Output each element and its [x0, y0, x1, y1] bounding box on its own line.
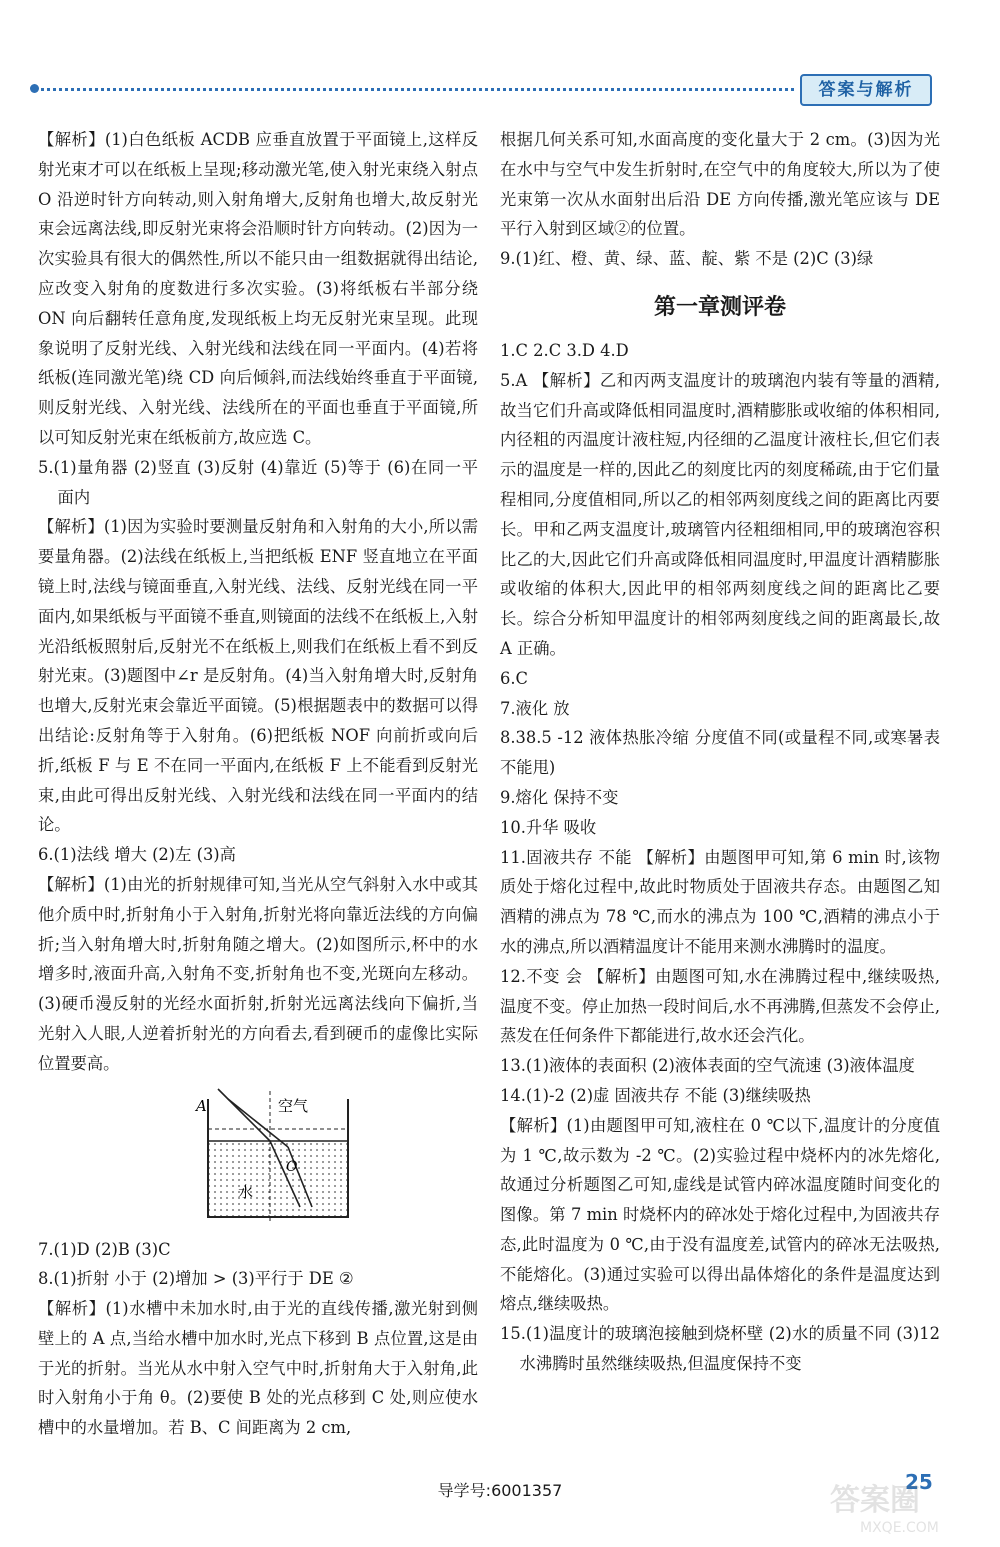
svg-text:答案圈: 答案圈 [830, 1483, 920, 1518]
left-column [38, 125, 478, 1443]
answer-line: 7.(1)D (2)B (3)C [38, 1239, 171, 1259]
paragraph: 12.不变 会 【解析】由题图可知,水在沸腾过程中,继续吸热,温度不变。停止加热一段时间后,水不再沸腾,但蒸发不会停止,蒸发在任何条件下都能进行,故水还会汽化。 [500, 966, 940, 1046]
answer-line: 8.38.5 -12 液体热胀冷缩 分度值不同(或量程不同,或寒暑表不能甩) [500, 728, 940, 778]
paragraph: 【解析】(1)由题图甲可知,液柱在 0 ℃以下,温度计的分度值为 1 ℃,故示数为 -2 ℃。(2)实验过程中烧杯内的冰先熔化,故通过分析题图乙可知,虚线是试管内碎冰温度随时间变化的图像。第 7 min 时烧杯内的碎冰处于熔化过程中,为固液共存态,此时温度为 0 ℃,由于没有温度差,试管内的碎冰无法吸热,不能熔化。(3)通过实验可以得出晶体熔化的条件是温度达到熔点,继续吸热。 [500, 1115, 940, 1314]
header-rule [34, 88, 794, 91]
paragraph: 11.固液共存 不能 【解析】由题图甲可知,第 6 min 时,该物质处于熔化过程中,故此时物质处于固液共存态。由题图乙知酒精的沸点为 78 ℃,而水的沸点为 100 ℃,酒精的沸点小于水的沸点,所以酒精温度计不能用来测水沸腾时的温度。 [500, 847, 940, 956]
label-water: 水 [238, 1182, 254, 1201]
label-air: 空气 [278, 1096, 309, 1115]
page-number: 25 [905, 1470, 933, 1494]
answer-line: 9.(1)红、橙、黄、绿、蓝、靛、紫 不是 (2)C (3)绿 [500, 249, 874, 269]
paragraph: 【解析】(1)由光的折射规律可知,当光从空气斜射入水中或其他介质中时,折射角小于入射角,折射光将向靠近法线的方向偏折;当入射角增大时,折射角随之增大。(2)如图所示,杯中的水增多时,液面升高,入射角不变,折射角也不变,光斑向左移动。(3)硬币漫反射的光经水面折射,折射光远离法线向下偏折,当光射入人眼,人逆着折射光的方向看去,看到硬币的虚像比实际位置要高。 [38, 874, 478, 1073]
label-a: A [196, 1096, 207, 1115]
refraction-diagram [38, 1081, 478, 1231]
paragraph: 【解析】(1)因为实验时要测量反射角和入射角的大小,所以需要量角器。(2)法线在纸板上,当把纸板 ENF 竖直地立在平面镜上时,法线与镜面垂直,入射光线、法线、反射光线在同一平面内,如果纸板与平面镜不垂直,则镜面的法线不在纸板上,入射光沿纸板照射后,反射光不在纸板上,则我们在纸板上看不到反射光束。(3)题图中∠r 是反射角。(4)当入射角增大时,反射角也增大,反射光束会靠近平面镜。(5)根据题表中的数据可以得出结论:反射角等于入射角。(6)把纸板 NOF 向前折或向后折,纸板 F 与 E 不在同一平面内,在纸板 F 上不能看到反射光束,由此可得出反射光线、入射光线和法线在同一平面内的结论。 [38, 517, 478, 835]
right-column [500, 125, 940, 1379]
paragraph: 【解析】(1)白色纸板 ACDB 应垂直放置于平面镜上,这样反射光束才可以在纸板上呈现;移动激光笔,使入射光束绕入射点 O 沿逆时针方向转动,则入射角增大,反射角也增大,故反射光束会远离法线,即反射光束将会沿顺时针方向转动。(2)因为一次实验具有很大的偶然性,所以不能只由一组数据就得出结论,应改变入射角的度数进行多次实验。(3)将纸板右半部分绕 ON 向后翻转任意角度,发现纸板上均无反射光束呈现。此现象说明了反射光线、入射光线和法线在同一平面内。(4)若将纸板(连同激光笔)绕 CD 向后倾斜,而法线始终垂直于平面镜,则反射光线、入射光线、法线所在的平面也垂直于平面镜,所以可知反射光束在纸板前方,故应选 C。 [38, 130, 478, 447]
answer-line: 5.(1)量角器 (2)竖直 (3)反射 (4)靠近 (5)等于 (6)在同一平面内 [38, 457, 478, 507]
section-title: 第一章测评卷 [653, 294, 786, 320]
svg-text:MXQE.COM: MXQE.COM [860, 1520, 939, 1536]
label-o: O [286, 1158, 298, 1175]
answer-line: 1.C 2.C 3.D 4.D [500, 340, 629, 360]
guide-number: 导学号:6001357 [437, 1481, 563, 1500]
header-badge: 答案与解析 [800, 74, 932, 106]
answer-line: 6.C [500, 668, 528, 688]
paragraph: 根据几何关系可知,水面高度的变化量大于 2 cm。(3)因为光在水中与空气中发生折射时,在空气中的角度较大,所以为了使光束第一次从水面射出后沿 DE 方向传播,激光笔应该与 DE 平行入射到区域②的位置。 [500, 130, 940, 239]
answer-line: 7.液化 放 [500, 698, 570, 718]
answer-line: 14.(1)-2 (2)虚 固液共存 不能 (3)继续吸热 [500, 1085, 811, 1105]
paragraph: 5.A 【解析】乙和丙两支温度计的玻璃泡内装有等量的酒精,故当它们升高或降低相同温度时,酒精膨胀或收缩的体积相同,内径粗的丙温度计液柱短,内径细的乙温度计液柱长,但它们表示的温度是一样的,因此乙的刻度比丙的刻度稀疏,由于它们量程相同,分度值相同,所以乙的相邻两刻度线之间的距离比丙要长。甲和乙两支温度计,玻璃管内径粗细相同,甲的玻璃泡容积比乙的大,因此它们升高或降低相同温度时,甲温度计酒精膨胀或收缩的体积大,因此甲的相邻两刻度线之间的距离比乙要长。综合分析知甲温度计的相邻两刻度线之间的距离最长,故 A 正确。 [500, 370, 940, 658]
paragraph: 【解析】(1)水槽中未加水时,由于光的直线传播,激光射到侧壁上的 A 点,当给水槽中加水时,光点下移到 B 点位置,这是由于光的折射。当光从水中射入空气中时,折射角大于入射角,此时入射角小于角 θ。(2)要使 B 处的光点移到 C 处,则应使水槽中的水量增加。若 B、C 间距离为 2 cm, [38, 1299, 478, 1438]
answer-line: 15.(1)温度计的玻璃泡接触到烧杯壁 (2)水的质量不同 (3)12 水沸腾时虽然继续吸热,但温度保持不变 [500, 1324, 940, 1374]
refraction-figure [38, 1081, 478, 1231]
answer-line: 13.(1)液体的表面积 (2)液体表面的空气流速 (3)液体温度 [500, 1056, 915, 1076]
answer-line: 9.熔化 保持不变 [500, 787, 619, 807]
answer-line: 8.(1)折射 小于 (2)增加 > (3)平行于 DE ② [38, 1269, 354, 1289]
watermark-logo [820, 1478, 990, 1538]
answer-line: 10.升华 吸收 [500, 817, 597, 837]
answer-line: 6.(1)法线 增大 (2)左 (3)高 [38, 845, 236, 865]
